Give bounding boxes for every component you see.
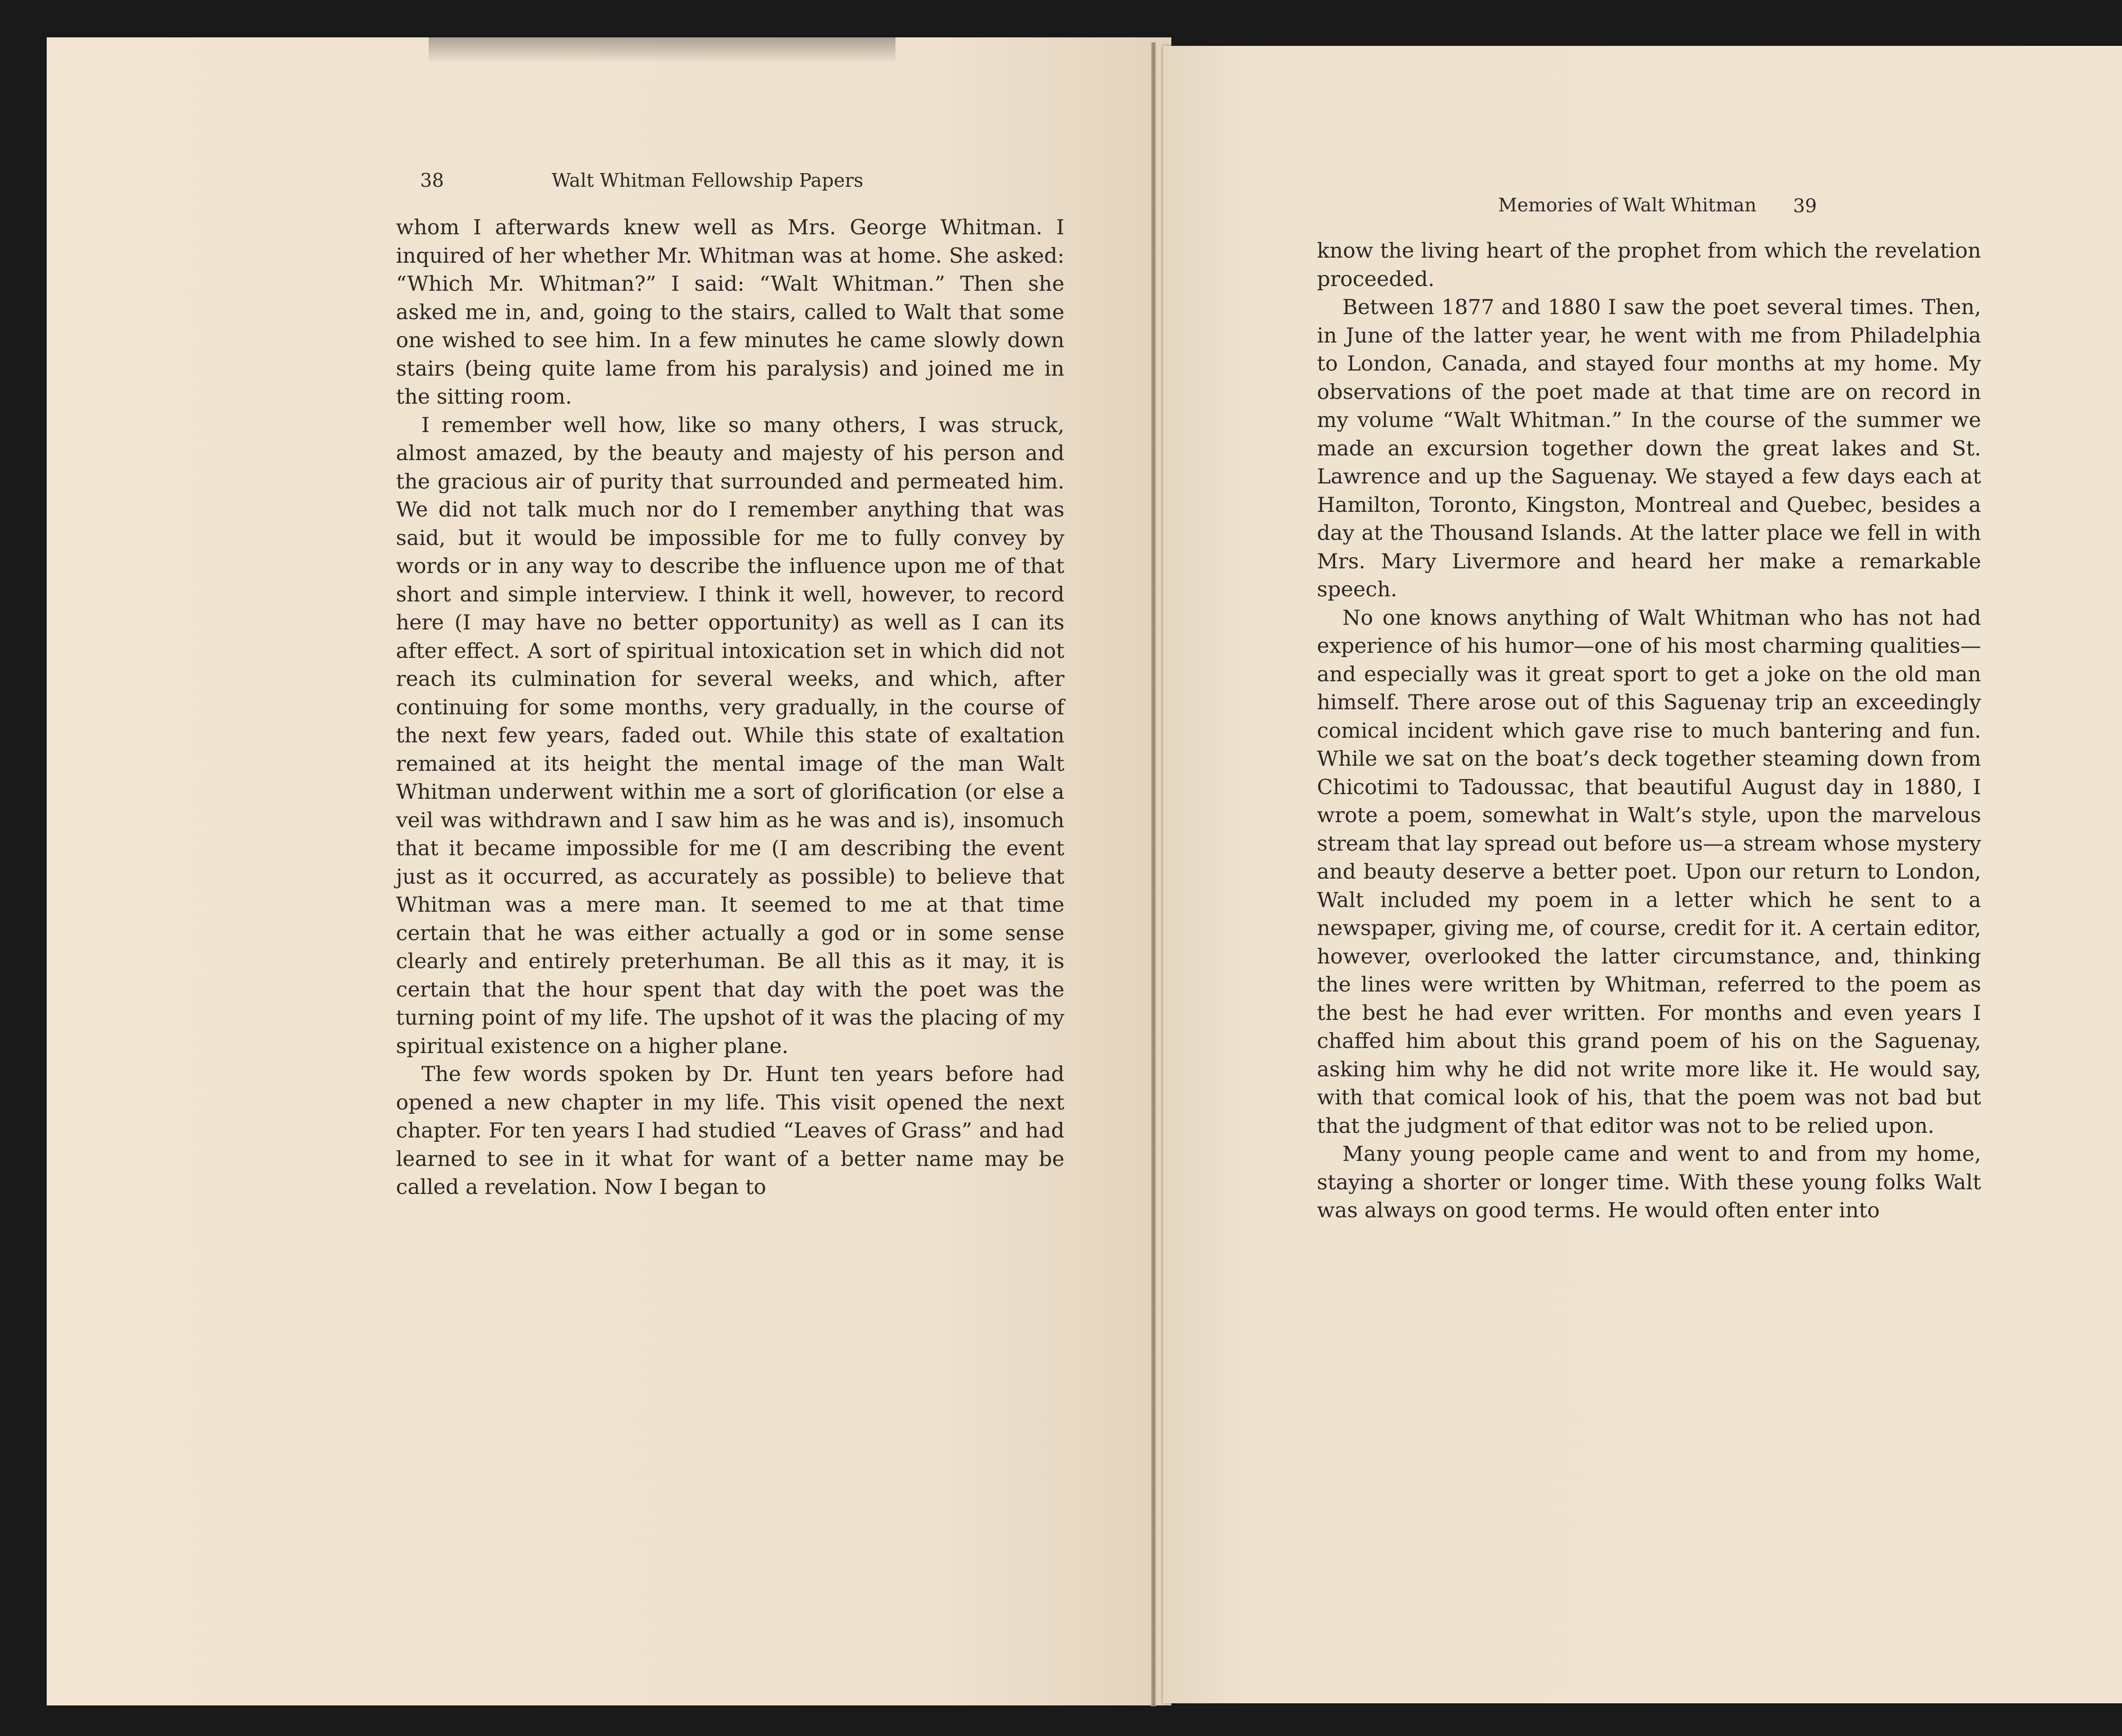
left-page bbox=[47, 37, 1171, 1705]
right-page-number: 39 bbox=[1793, 195, 1817, 217]
left-page-number: 38 bbox=[420, 170, 444, 191]
right-running-title: Memories of Walt Whitman bbox=[1498, 194, 1757, 216]
right-paragraph-3: No one knows anything of Walt Whitman who has not had experience of his humor—one of his most charming qualities—and especially was it great sport to get a joke on the old man himself. There arose out of this Saguenay trip an exceedingly comical incident which gave rise to much bantering and fun. While we sat on the boat’s deck together steaming down from Chicotimi to Tadoussac, that beautiful August day in 1880, I wrote a poem, somewhat in Walt’s style, upon the marvelous stream that lay spread out before us—a stream whose mystery and beauty deserve a better poet. Upon our return to London, Walt included my poem in a letter which he sent to a newspaper, giving me, of course, credit for it. A certain editor, however, overlooked the latter circumstance, and, thinking the lines were written by Whitman, referred to the poem as the best he had ever written. For months and even years I chaffed him about this grand poem of his on the Saguenay, asking him why he did not write more like it. He would say, with that comical look of his, that the poem was not bad but that the judgment of that editor was not to be relied upon. bbox=[1317, 605, 1981, 1138]
book-gutter bbox=[1151, 42, 1156, 1706]
right-text-block bbox=[1317, 237, 1981, 1225]
right-page bbox=[1163, 46, 2122, 1703]
left-text-block bbox=[396, 213, 1064, 1202]
right-paragraph-4: Many young people came and went to and from my home, staying a shorter or longer time. With these young folks Walt was always on good terms. He would often enter into bbox=[1317, 1142, 1981, 1222]
torn-edge bbox=[429, 37, 895, 63]
left-running-title: Walt Whitman Fellowship Papers bbox=[552, 170, 864, 191]
right-paragraph-2: Between 1877 and 1880 I saw the poet several times. Then, in June of the latter year, he went with me from Philadelphia to London, Canada, and stayed four months at my home. My observations of the poet made at that time are on record in my volume “Walt Whitman.” In the course of the summer we made an excursion together down the great lakes and St. Lawrence and up the Saguenay. We stayed a few days each at Hamilton, Toronto, Kingston, Montreal and Quebec, besides a day at the Thousand Islands. At the latter place we fell in with Mrs. Mary Livermore and heard her make a remarkable speech. bbox=[1317, 295, 1981, 601]
left-paragraph-1: whom I afterwards knew well as Mrs. George Whitman. I inquired of her whether Mr. Whitman was at home. She asked: “Which Mr. Whitman?” I said: “Walt Whitman.” Then she asked me in, and, going to the stairs, called to Walt that some one wished to see him. In a few minutes he came slowly down stairs (being quite lame from his paralysis) and joined me in the sitting room. bbox=[396, 215, 1064, 409]
right-paragraph-1: know the living heart of the prophet from which the revelation proceeded. bbox=[1317, 239, 1981, 291]
left-paragraph-3: The few words spoken by Dr. Hunt ten years before had opened a new chapter in my life. This visit opened the next chapter. For ten years I had studied “Leaves of Grass” and had learned to see in it what for want of a better name may be called a revelation. Now I began to bbox=[396, 1062, 1064, 1199]
left-paragraph-2: I remember well how, like so many others, I was struck, almost amazed, by the beauty and majesty of his person and the gracious air of purity that surrounded and permeated him. We did not talk much nor do I remember anything that was said, but it would be impossible for me to fully convey by words or in any way to describe the influence upon me of that short and simple interview. I think it well, however, to record here (I may have no better opportunity) as well as I can its after effect. A sort of spiritual intoxication set in which did not reach its culmination for several weeks, and which, after continuing for some months, very gradually, in the course of the next few years, faded out. While this state of exaltation remained at its height the mental image of the man Walt Whitman underwent within me a sort of glorification (or else a veil was withdrawn and I saw him as he was and is), insomuch that it became impossible for me (I am describing the event just as it occurred, as accurately as possible) to believe that Whitman was a mere man. It seemed to me at that time certain that he was either actually a god or in some sense clearly and entirely preterhuman. Be all this as it may, it is certain that the hour spent that day with the poet was the turning point of my life. The upshot of it was the placing of my spiritual existence on a higher plane. bbox=[396, 413, 1064, 1058]
